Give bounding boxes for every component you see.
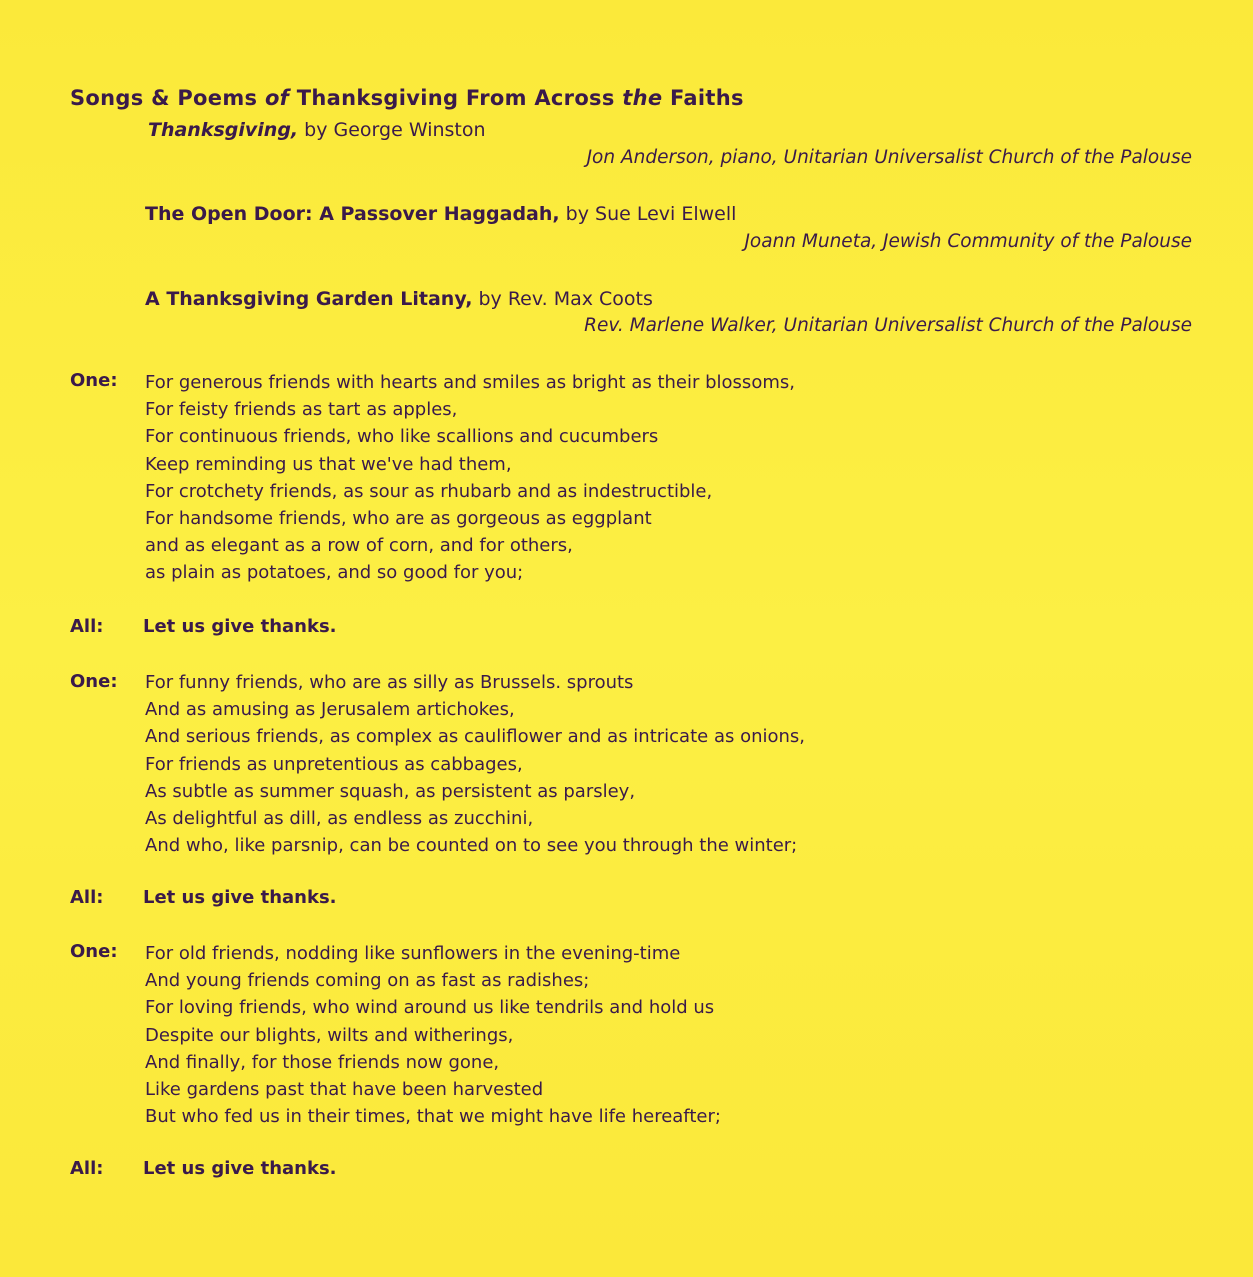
litany-stanza <box>145 369 795 587</box>
program-item-title <box>145 203 736 225</box>
heading-text-italic: of <box>264 86 290 110</box>
congregation-response: Let us give thanks. <box>143 1158 337 1179</box>
heading-text: Faiths <box>662 86 744 110</box>
leader-label: One: <box>70 941 118 962</box>
verse-line: And finally, for those friends now gone, <box>145 1051 500 1073</box>
performer-credit: Rev. Marlene Walker, Unitarian Universalist Church of the Palouse <box>584 315 1192 336</box>
verse-line: For generous friends with hearts and smiles as bright as their blossoms, <box>145 372 795 393</box>
congregation-response: Let us give thanks. <box>143 616 337 637</box>
verse-line: As subtle as summer squash, as persistent as parsley, <box>145 780 636 802</box>
verse-line: And young friends coming on as fast as radishes; <box>145 970 590 992</box>
verse-line: as plain as potatoes, and so good for you; <box>145 562 524 584</box>
performer-credit: Joann Muneta, Jewish Community of the Palouse <box>744 231 1192 252</box>
work-title: The Open Door: A Passover Haggadah, <box>145 203 560 225</box>
leader-label: One: <box>70 370 118 391</box>
verse-line: And serious friends, as complex as cauliflower and as intricate as onions, <box>145 726 806 748</box>
congregation-label: All: <box>70 887 104 908</box>
verse-line: For continuous friends, who like scallions and cucumbers <box>145 426 659 448</box>
verse-line: But who fed us in their times, that we might have life hereafter; <box>145 1106 721 1128</box>
work-author: by Rev. Max Coots <box>472 288 653 310</box>
work-author: by George Winston <box>298 119 486 141</box>
verse-line: For handsome friends, who are as gorgeous as eggplant <box>145 507 652 529</box>
congregation-label: All: <box>70 616 104 637</box>
heading-text-italic: the <box>622 86 663 110</box>
heading-text: Songs & Poems <box>70 86 265 110</box>
verse-line: Despite our blights, wilts and witherings, <box>145 1024 514 1046</box>
verse-line: For old friends, nodding like sunflowers in the evening-time <box>145 943 681 964</box>
congregation-label: All: <box>70 1158 104 1179</box>
work-title: A Thanksgiving Garden Litany, <box>145 288 473 310</box>
verse-line: Keep reminding us that we've had them, <box>145 453 512 475</box>
verse-line: For crotchety friends, as sour as rhubarb and as indestructible, <box>145 480 713 502</box>
leader-label: One: <box>70 671 118 692</box>
verse-line: And who, like parsnip, can be counted on to see you through the winter; <box>145 835 798 857</box>
work-title: Thanksgiving, <box>148 119 299 141</box>
verse-line: And as amusing as Jerusalem artichokes, <box>145 699 515 721</box>
program-heading <box>70 86 744 110</box>
program-item-title <box>145 288 653 310</box>
verse-line: For friends as unpretentious as cabbages, <box>145 753 523 775</box>
verse-line: For loving friends, who wind around us like tendrils and hold us <box>145 997 715 1019</box>
litany-stanza <box>145 669 805 859</box>
performer-credit: Jon Anderson, piano, Unitarian Universalist Church of the Palouse <box>586 147 1192 168</box>
work-author: by Sue Levi Elwell <box>559 203 737 225</box>
heading-text: Thanksgiving From Across <box>289 86 623 110</box>
verse-line: and as elegant as a row of corn, and for others, <box>145 535 573 557</box>
verse-line: Like gardens past that have been harvested <box>145 1078 544 1100</box>
congregation-response: Let us give thanks. <box>143 887 337 908</box>
litany-stanza <box>145 940 721 1130</box>
verse-line: As delightful as dill, as endless as zucchini, <box>145 807 534 829</box>
program-item-title <box>148 119 486 141</box>
verse-line: For funny friends, who are as silly as Brussels. sprouts <box>145 672 634 693</box>
verse-line: For feisty friends as tart as apples, <box>145 399 458 421</box>
